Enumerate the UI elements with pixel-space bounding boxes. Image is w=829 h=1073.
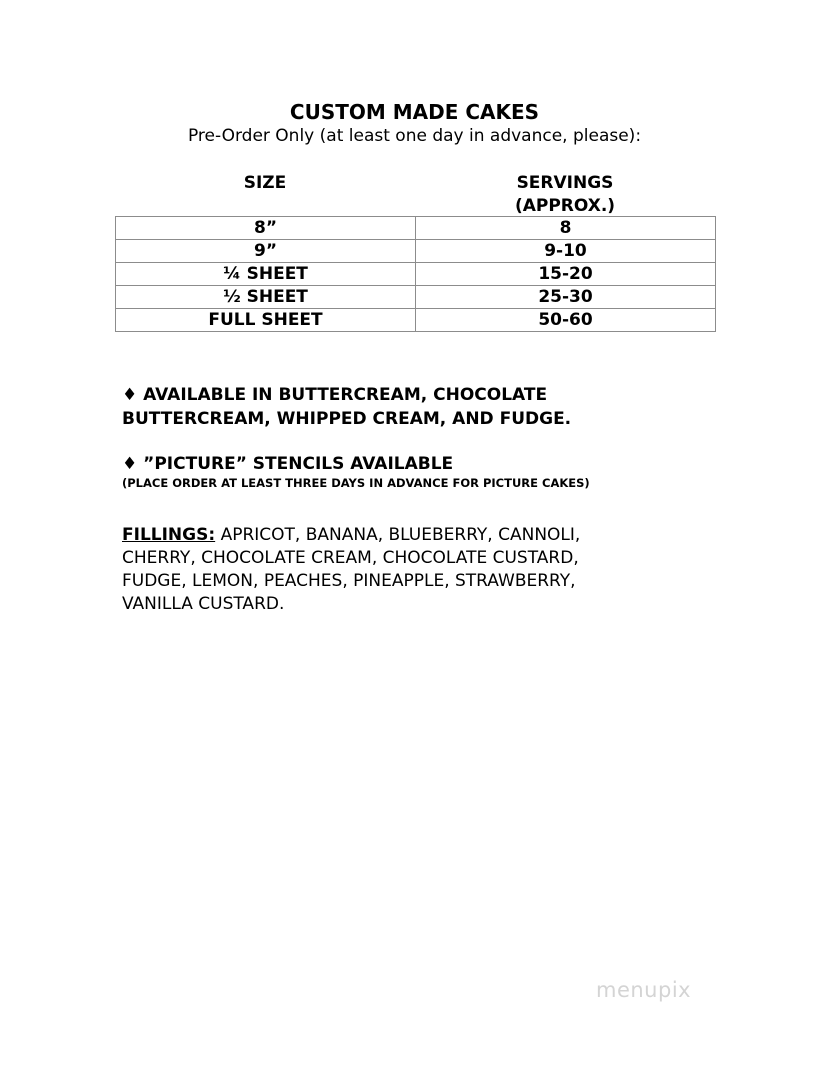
menupix-watermark: menupix	[596, 978, 692, 1002]
fillings-line2: CHERRY, CHOCOLATE CREAM, CHOCOLATE CUSTARD,	[122, 548, 579, 568]
fillings-label: FILLINGS:	[122, 525, 216, 545]
diamond-bullet-icon: ♦	[122, 454, 138, 474]
size-cell: ½ SHEET	[116, 286, 416, 309]
size-cell: ¼ SHEET	[116, 263, 416, 286]
size-cell: FULL SHEET	[116, 309, 416, 332]
table-row	[116, 263, 716, 286]
fillings-line1: APRICOT, BANANA, BLUEBERRY, CANNOLI,	[220, 525, 581, 545]
table-row	[116, 217, 716, 240]
servings-header-line2: (APPROX.)	[514, 196, 616, 216]
picture-stencils-text: ”PICTURE” STENCILS AVAILABLE	[143, 454, 454, 474]
frosting-line2: BUTTERCREAM, WHIPPED CREAM, AND FUDGE.	[122, 409, 572, 429]
cake-size-table	[115, 216, 716, 332]
table-row	[116, 240, 716, 263]
fillings-line3: FUDGE, LEMON, PEACHES, PINEAPPLE, STRAWBERRY,	[122, 571, 576, 591]
page-title: CUSTOM MADE CAKES	[289, 100, 540, 124]
servings-cell: 50-60	[416, 309, 716, 332]
servings-header-line1: SERVINGS	[516, 173, 614, 193]
frosting-line1: AVAILABLE IN BUTTERCREAM, CHOCOLATE	[143, 385, 548, 405]
picture-cake-note: (PLACE ORDER AT LEAST THREE DAYS IN ADVANCE FOR PICTURE CAKES)	[122, 476, 590, 490]
size-header-text: SIZE	[243, 173, 287, 193]
picture-stencils	[122, 452, 453, 476]
servings-cell: 8	[416, 217, 716, 240]
page-subtitle: Pre-Order Only (at least one day in advance, please):	[187, 126, 642, 146]
diamond-bullet-icon: ♦	[122, 385, 138, 405]
frosting-options	[122, 383, 722, 431]
size-cell: 9”	[116, 240, 416, 263]
servings-cell: 9-10	[416, 240, 716, 263]
servings-column-header	[415, 172, 715, 218]
fillings-line4: VANILLA CUSTARD.	[122, 594, 285, 614]
size-cell: 8”	[116, 217, 416, 240]
fillings-list	[122, 524, 722, 616]
servings-cell: 25-30	[416, 286, 716, 309]
servings-cell: 15-20	[416, 263, 716, 286]
size-column-header	[115, 172, 415, 195]
table-row	[116, 309, 716, 332]
table-row	[116, 286, 716, 309]
